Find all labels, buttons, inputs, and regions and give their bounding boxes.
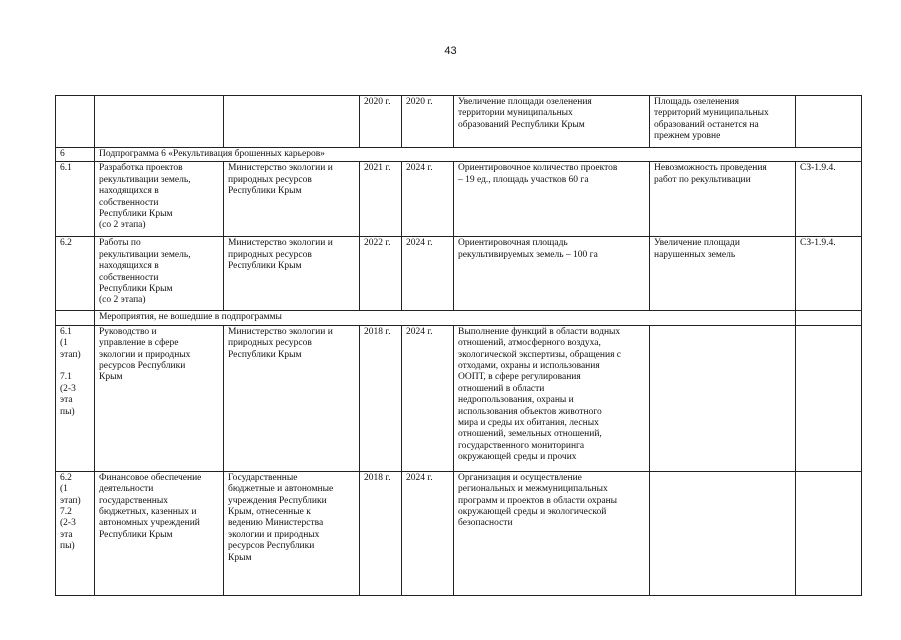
measures-table: [55, 95, 862, 596]
measure-name-cell: Руководство и управление в сфере экологии и природных ресурсов Республики Крым: [95, 325, 224, 471]
consequence-cell: [650, 325, 796, 471]
start-year-cell: 2022 г.: [360, 237, 402, 311]
measure-name-cell: Разработка проектов рекультивации земель, находящихся в собственности Республики Крым (со 2 этапа): [95, 162, 224, 237]
indicator-link-cell: [796, 311, 862, 325]
executor-cell: Министерство экологии и природных ресурсов Республики Крым: [224, 162, 360, 237]
consequence-cell: [650, 471, 796, 595]
end-year-cell: 2024 г.: [402, 471, 454, 595]
row-number-cell: 6.2 (1 этап) 7.2 (2-3 эта пы): [56, 471, 95, 595]
section-title-cell: Подпрограмма 6 «Рекультивация брошенных карьеров»: [95, 148, 862, 162]
row-number-cell: 6.1: [56, 162, 95, 237]
measure-name-cell: Финансовое обеспечение деятельности государственных бюджетных, казенных и автономных учреждений Республики Крым: [95, 471, 224, 595]
indicator-link-cell: СЗ-1.9.4.: [796, 237, 862, 311]
section-row: [56, 311, 862, 325]
table-row: [56, 471, 862, 595]
executor-cell: Министерство экологии и природных ресурсов Республики Крым: [224, 237, 360, 311]
measure-name-cell: Работы по рекультивации земель, находящихся в собственности Республики Крым (со 2 этапа): [95, 237, 224, 311]
indicator-link-cell: СЗ-1.9.4.: [796, 162, 862, 237]
end-year-cell: 2024 г.: [402, 325, 454, 471]
indicator-link-cell: [796, 96, 862, 148]
section-number-cell: [56, 311, 95, 325]
section-number-cell: 6: [56, 148, 95, 162]
executor-cell: [224, 96, 360, 148]
executor-cell: Министерство экологии и природных ресурсов Республики Крым: [224, 325, 360, 471]
start-year-cell: 2021 г.: [360, 162, 402, 237]
start-year-cell: 2018 г.: [360, 471, 402, 595]
section-row: [56, 148, 862, 162]
expected-result-cell: Выполнение функций в области водных отношений, атмосферного воздуха, экологической экспертизы, обращения с отходами, охраны и использования ООПТ, в сфере регулирования отношений в области недропользования, охраны и использования объектов животного мира и среды их обитания, лесных отношений, земельных отношений, государственного мониторинга окружающей среды и прочих: [454, 325, 650, 471]
end-year-cell: 2024 г.: [402, 237, 454, 311]
expected-result-cell: Ориентировочное количество проектов – 19 ед., площадь участков 60 га: [454, 162, 650, 237]
table-row: [56, 237, 862, 311]
measure-name-cell: [95, 96, 224, 148]
expected-result-cell: Организация и осуществление региональных и межмуниципальных программ и проектов в области охраны окружающей среды и экологической безопасности: [454, 471, 650, 595]
table-row: [56, 162, 862, 237]
start-year-cell: 2018 г.: [360, 325, 402, 471]
consequence-cell: Площадь озеленения территорий муниципальных образований останется на прежнем уровне: [650, 96, 796, 148]
consequence-cell: Невозможность проведения работ по рекультивации: [650, 162, 796, 237]
table-row: [56, 96, 862, 148]
row-number-cell: [56, 96, 95, 148]
executor-cell: Государственные бюджетные и автономные учреждения Республики Крым, отнесенные к ведению Министерства экологии и природных ресурсов Республики Крым: [224, 471, 360, 595]
consequence-cell: Увеличение площади нарушенных земель: [650, 237, 796, 311]
section-title-cell: Мероприятия, не вошедшие в подпрограммы: [95, 311, 796, 325]
indicator-link-cell: [796, 325, 862, 471]
end-year-cell: 2024 г.: [402, 162, 454, 237]
page-number: 43: [444, 45, 457, 57]
row-number-cell: 6.1 (1 этап) 7.1 (2-3 эта пы): [56, 325, 95, 471]
expected-result-cell: Ориентировочная площадь рекультивируемых земель – 100 га: [454, 237, 650, 311]
indicator-link-cell: [796, 471, 862, 595]
expected-result-cell: Увеличение площади озеленения территории муниципальных образований Республики Крым: [454, 96, 650, 148]
end-year-cell: 2020 г.: [402, 96, 454, 148]
row-number-cell: 6.2: [56, 237, 95, 311]
start-year-cell: 2020 г.: [360, 96, 402, 148]
table-row: [56, 325, 862, 471]
